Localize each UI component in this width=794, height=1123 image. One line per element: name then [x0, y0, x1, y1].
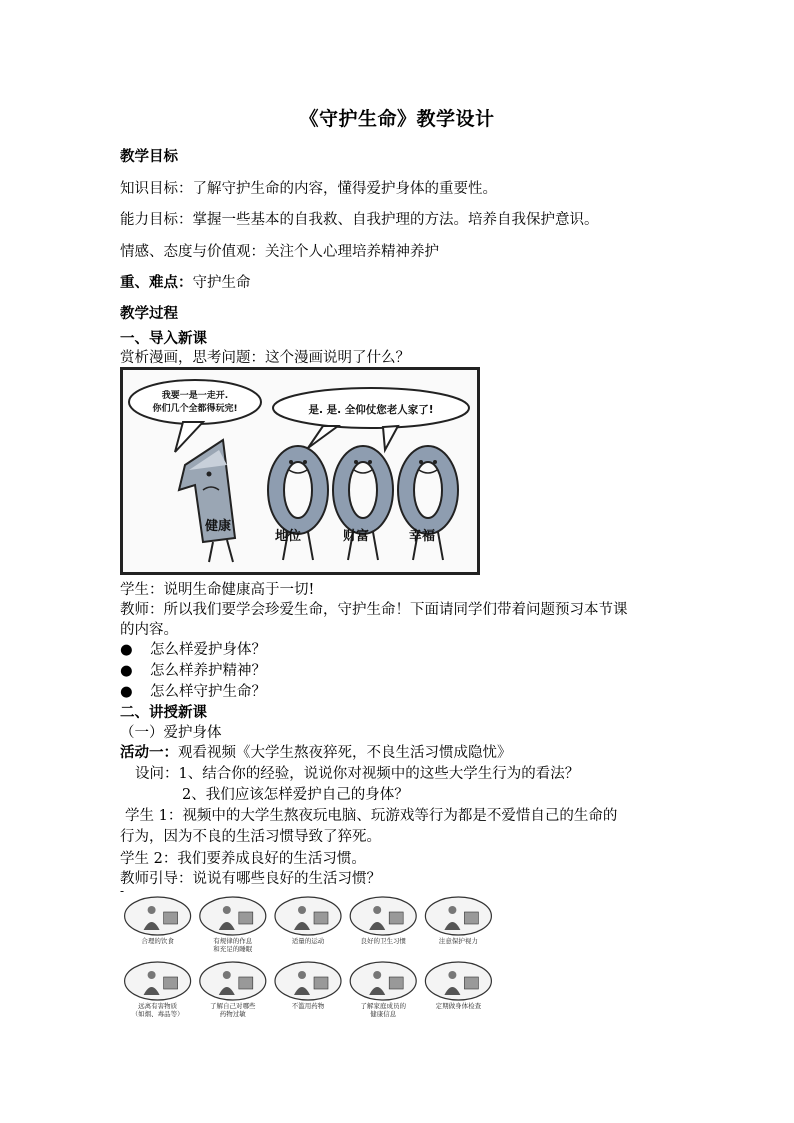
goal-emotion: 情感、态度与价值观：关注个人心理培养精神养护	[120, 244, 439, 260]
habit-caption: 适量的运动	[291, 937, 325, 945]
bullet-mark: ●	[120, 663, 133, 679]
habit-caption: 了解家庭成员的	[360, 1002, 406, 1010]
page-title: 《守护生命》教学设计	[299, 108, 495, 130]
key-value: 守护生命	[192, 275, 251, 291]
bullet-text: 怎么样守护生命？	[150, 684, 266, 700]
bullet-item	[120, 638, 266, 659]
question1: 设问：1、结合你的经验，说说你对视频中的这些大学生行为的看法？	[135, 766, 580, 782]
comic-label-health: 健康	[205, 519, 232, 534]
comic-drawing	[123, 370, 477, 572]
habit-caption: 远离有害物质	[138, 1002, 178, 1010]
habit-item	[350, 897, 416, 945]
figure-head	[298, 906, 306, 914]
figure-head	[223, 906, 231, 914]
subsection1: （一）爱护身体	[120, 725, 222, 741]
figure-object	[389, 977, 403, 989]
habits-illustration	[120, 896, 496, 1026]
figure-head	[373, 906, 381, 914]
figure-object	[314, 912, 328, 924]
habit-caption: （如烟、毒品等）	[131, 1010, 184, 1018]
section1-heading: 一、导入新课	[120, 330, 207, 347]
speech-left-line1: 我要一是一走开.	[161, 391, 229, 401]
bullet-text: 怎么样爱护身体？	[150, 642, 266, 658]
bullet-mark: ●	[120, 642, 133, 658]
figure-object	[239, 912, 253, 924]
figure-object	[164, 912, 178, 924]
habit-caption: 注意保护视力	[438, 937, 478, 945]
habit-item	[200, 897, 266, 953]
activity-line	[120, 741, 512, 762]
section2-heading: 二、讲授新课	[120, 704, 207, 721]
student2: 学生 2：我们要养成良好的生活习惯。	[120, 851, 366, 867]
figure-head	[448, 906, 456, 914]
habit-caption: 药物过敏	[219, 1010, 246, 1018]
habit-caption: 良好的卫生习惯	[360, 937, 406, 945]
student1-line2: 行为，因为不良的生活习惯导致了猝死。	[120, 829, 381, 845]
goal-ability: 能力目标：掌握一些基本的自我救、自我护理的方法。培养自我保护意识。	[120, 212, 599, 228]
habit-caption: 不滥用药物	[291, 1002, 325, 1010]
figure-head	[148, 971, 156, 979]
figure-head	[448, 971, 456, 979]
figure-object	[464, 977, 478, 989]
figure-object	[314, 977, 328, 989]
habit-item	[275, 962, 341, 1010]
habit-item	[125, 962, 191, 1018]
student1-line1: 学生 1：视频中的大学生熬夜玩电脑、玩游戏等行为都是不爱惜自己的生命的	[125, 808, 618, 824]
bullet-mark: ●	[120, 684, 133, 700]
comic-label-happiness: 幸福	[409, 529, 436, 544]
speech-right: 是. 是. 全仰仗您老人家了!	[308, 404, 434, 416]
habit-item	[200, 962, 266, 1018]
bullet-item	[120, 659, 266, 680]
figure-object	[389, 912, 403, 924]
teacher-line2: 的内容。	[120, 622, 178, 638]
figure-head	[148, 906, 156, 914]
habit-item	[350, 962, 416, 1018]
habit-item	[275, 897, 341, 945]
figure-object	[239, 977, 253, 989]
habit-caption: 健康信息	[370, 1010, 397, 1018]
comic-illustration	[120, 367, 480, 575]
key-label: 重、难点：	[120, 274, 193, 291]
teacher-line1: 教师：所以我们要学会珍爱生命，守护生命！下面请同学们带着问题预习本节课	[120, 602, 628, 618]
dash-mark: -	[120, 884, 125, 898]
habit-item	[425, 962, 491, 1010]
student-answer: 学生：说明生命健康高于一切!	[120, 582, 315, 598]
habit-caption: 了解自己对哪些	[210, 1002, 256, 1010]
key-points	[120, 271, 251, 292]
goal-knowledge: 知识目标：了解守护生命的内容，懂得爱护身体的重要性。	[120, 181, 497, 197]
comic-prompt: 赏析漫画，思考问题：这个漫画说明了什么？	[120, 350, 410, 366]
habit-item	[125, 897, 191, 945]
figure-object	[464, 912, 478, 924]
bullet-item	[120, 680, 266, 701]
figure-head	[373, 971, 381, 979]
figure-head	[298, 971, 306, 979]
activity-text: 观看视频《大学生熬夜猝死，不良生活习惯成隐忧》	[178, 745, 512, 761]
comic-label-status: 地位	[275, 529, 302, 544]
speech-left-line2: 你们几个全都得玩完!	[152, 404, 238, 414]
habit-item	[425, 897, 491, 945]
bullet-text: 怎么样养护精神？	[150, 663, 266, 679]
habit-caption: 和充足的睡眠	[213, 945, 253, 953]
process-heading: 教学过程	[120, 305, 178, 322]
goals-heading: 教学目标	[120, 148, 178, 165]
habit-caption: 定期做身体检查	[435, 1002, 482, 1010]
figure-object	[164, 977, 178, 989]
comic-label-wealth: 财富	[343, 529, 370, 544]
figure-head	[223, 971, 231, 979]
habit-caption: 有规律的作息	[213, 937, 253, 945]
habit-caption: 合理的饮食	[141, 937, 174, 945]
question2: 2、我们应该怎样爱护自己的身体？	[182, 787, 409, 803]
activity-label: 活动一：	[120, 744, 178, 761]
teacher-guide: 教师引导：说说有哪些良好的生活习惯？	[120, 871, 381, 887]
